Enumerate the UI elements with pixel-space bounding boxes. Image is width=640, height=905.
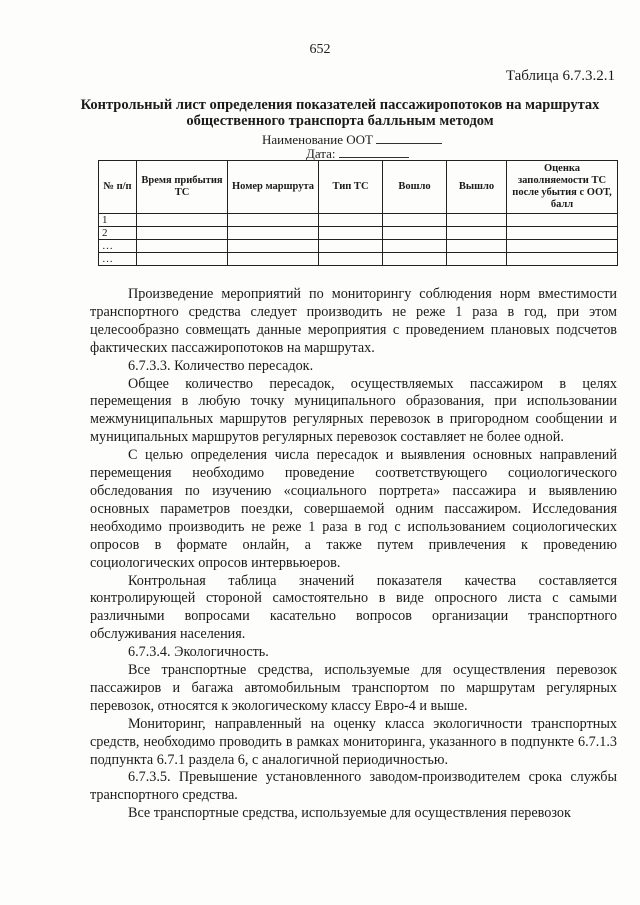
paragraph: Все транспортные средства, используемые для осуществления перевозок [128, 805, 571, 822]
table-cell [319, 214, 383, 227]
paragraph: 6.7.3.5. Превышение установленного заводом-производителем срока службы транспортного средства. [90, 769, 617, 804]
row-number: … [99, 240, 137, 253]
table-cell [137, 240, 228, 253]
paragraph: Мониторинг, направленный на оценку класса экологичности транспортных средств, необходимо проводить в рамках мониторинга, указанного в подпункте 6.7.1.3 подпункта 6.7.1 раздела 6, с аналогичной периодичностью. [90, 715, 617, 768]
table-cell [137, 227, 228, 240]
table-cell [383, 240, 447, 253]
table-cell [228, 253, 319, 266]
table-cell [319, 227, 383, 240]
oot-name-blank [376, 132, 442, 144]
paragraph: С целью определения числа пересадок и выявления основных направлений перемещения необходимо проведение соответствующего социологического обследования по изучению «социального портрета» пассажира и выявлению основных параметров поездки, совершаемой одним пассажиром. Исследования необходимо производить не реже 1 раза в год с использованием социологических опросов в формате онлайн, а также путем привлечения к проведению социологических опросов интервьюеров. [90, 447, 617, 571]
table-cell [228, 227, 319, 240]
table-cell [319, 253, 383, 266]
oot-name-label: Наименование ООТ [262, 132, 373, 147]
header-num: № п/п [99, 161, 137, 214]
table-cell [383, 214, 447, 227]
header-alighted: Вышло [447, 161, 507, 214]
page-number: 652 [309, 42, 331, 57]
date-label: Дата: [306, 146, 336, 161]
table-row [99, 214, 618, 227]
paragraph: Все транспортные средства, используемые для осуществления перевозок пассажиров и багажа автомобильным транспортом по маршрутам регулярных перевозок, относятся к экологическому классу Евро-4 и выше. [90, 662, 617, 714]
table-cell [447, 240, 507, 253]
table-cell [447, 227, 507, 240]
header-route-number: Номер маршрута [228, 161, 319, 214]
table-cell [228, 214, 319, 227]
paragraph: Контрольная таблица значений показателя качества составляется контролирующей стороной самостоятельно в виде опросного листа с самыми различными вопросами касательно вопросов организации транспортного обслуживания населения. [90, 572, 617, 643]
row-number: … [99, 253, 137, 266]
table-cell [507, 227, 618, 240]
table-cell [137, 253, 228, 266]
table-cell [383, 253, 447, 266]
table-cell [507, 253, 618, 266]
table-row [99, 240, 618, 253]
date-blank [339, 146, 409, 158]
page-title: Контрольный лист определения показателей пассажиропотоков на маршрутах общественного транспорта балльным методом [80, 97, 600, 129]
table-cell [319, 240, 383, 253]
header-arrival-time: Время прибытия ТС [137, 161, 228, 214]
table-cell [447, 253, 507, 266]
table-header-row [99, 161, 618, 214]
header-occupancy-score: Оценка заполняемости ТС после убытия с ООТ, балл [507, 161, 618, 214]
table-cell [383, 227, 447, 240]
section-heading: 6.7.3.4. Экологичность. [128, 644, 269, 661]
table-label: Таблица 6.7.3.2.1 [505, 68, 615, 84]
table-cell [507, 214, 618, 227]
table-cell [507, 240, 618, 253]
paragraph: Общее количество пересадок, осуществляемых пассажиром в целях перемещения в любую точку муниципального образования, при использовании межмуниципальных маршрутов регулярных перевозок в пригородном сообщении и муниципальных маршрутов регулярных перевозок составляет не более одной. [90, 375, 617, 446]
table-cell [228, 240, 319, 253]
checklist-table [98, 160, 618, 266]
section-heading: 6.7.3.3. Количество пересадок. [128, 357, 314, 374]
header-boarded: Вошло [383, 161, 447, 214]
row-number: 1 [99, 214, 137, 227]
table-cell [447, 214, 507, 227]
table-cell [137, 214, 228, 227]
table-row [99, 227, 618, 240]
paragraph: Произведение мероприятий по мониторингу соблюдения норм вместимости транспортного средства следует производить не реже 1 раза в год, при этом целесообразно совмещать данные мероприятия с проведением плановых подсчетов фактических пассажиропотоков на маршрутах. [90, 286, 617, 356]
body-text [90, 286, 617, 823]
header-vehicle-type: Тип ТС [319, 161, 383, 214]
row-number: 2 [99, 227, 137, 240]
table-row [99, 253, 618, 266]
